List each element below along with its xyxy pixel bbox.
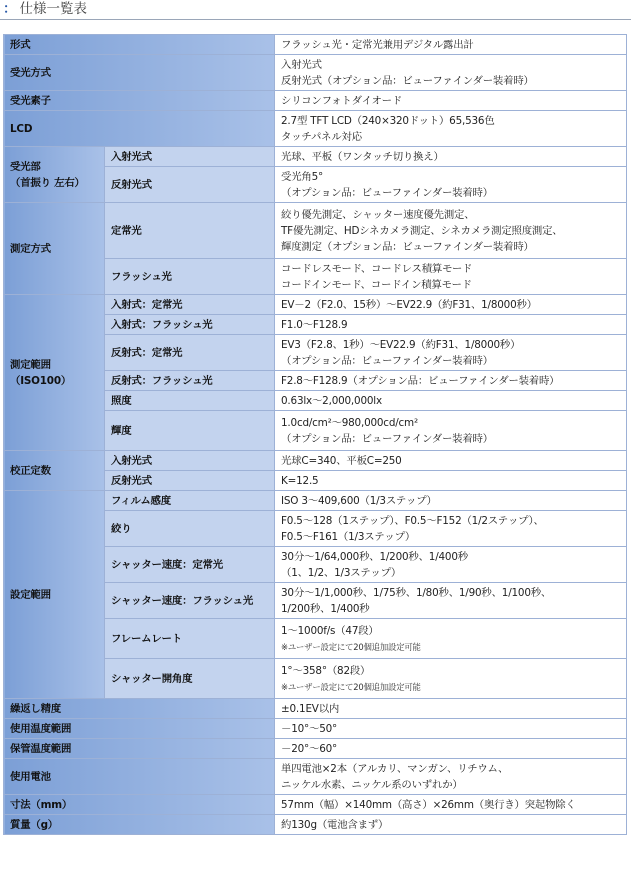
sub-label: 入射光式 [105, 451, 275, 471]
row-label: 寸法（mm） [4, 795, 275, 815]
row-value: K=12.5 [275, 471, 627, 491]
value-line: 30分～1/1,000秒、1/75秒、1/80秒、1/90秒、1/100秒、 [281, 586, 552, 599]
table-row [4, 739, 627, 759]
group-label [4, 295, 105, 451]
value-line: ニッケル水素、ニッケル系のいずれか） [281, 778, 463, 791]
row-value [275, 203, 627, 259]
table-row [4, 295, 627, 315]
group-label-line: 測定範囲 [10, 358, 51, 371]
value-line: タッチパネル対応 [281, 130, 362, 143]
table-row [4, 111, 627, 147]
group-label: 設定範囲 [4, 491, 105, 699]
group-label: 校正定数 [4, 451, 105, 491]
table-row [4, 491, 627, 511]
value-line: コードインモード、コードイン積算モード [281, 278, 472, 291]
row-value [275, 111, 627, 147]
section-title-marker: ： [3, 1, 17, 16]
table-row [4, 759, 627, 795]
value-line: 30分～1/64,000秒、1/200秒、1/400秒 [281, 550, 468, 563]
row-label: 受光方式 [4, 55, 275, 91]
value-line: 受光角5° [281, 170, 323, 183]
row-value [275, 511, 627, 547]
table-row [4, 35, 627, 55]
row-label: 受光素子 [4, 91, 275, 111]
value-line: TF優先測定、HDシネカメラ測定、シネカメラ測定照度測定、 [281, 224, 563, 237]
row-value [275, 259, 627, 295]
row-label: 繰返し精度 [4, 699, 275, 719]
value-line: 入射光式 [281, 58, 322, 71]
group-label [4, 147, 105, 203]
table-row [4, 719, 627, 739]
row-label: 使用温度範囲 [4, 719, 275, 739]
row-label: 使用電池 [4, 759, 275, 795]
value-line: （オプション品：ビューファインダー装着時） [281, 432, 493, 445]
sub-label: 入射式：フラッシュ光 [105, 315, 275, 335]
row-value: EV－2（F2.0、15秒）～EV22.9（約F31、1/8000秒） [275, 295, 627, 315]
table-row [4, 203, 627, 259]
value-line: （オプション品：ビューファインダー装着時） [281, 186, 493, 199]
row-value [275, 759, 627, 795]
row-value [275, 55, 627, 91]
value-line: F0.5～128（1ステップ）、F0.5～F152（1/2ステップ）、 [281, 514, 544, 527]
sub-label: 反射光式 [105, 167, 275, 203]
sub-label: 入射式：定常光 [105, 295, 275, 315]
sub-label: 反射式：フラッシュ光 [105, 371, 275, 391]
row-value: 光球、平板（ワンタッチ切り換え） [275, 147, 627, 167]
value-line: 2.7型 TFT LCD（240×320ドット）65,536色 [281, 114, 495, 127]
row-value: －10°～50° [275, 719, 627, 739]
row-value [275, 167, 627, 203]
group-label-line: 受光部 [10, 160, 41, 173]
row-value: 光球C=340、平板C=250 [275, 451, 627, 471]
sub-label: 入射光式 [105, 147, 275, 167]
value-line: 絞り優先測定、シャッター速度優先測定、 [281, 208, 475, 221]
row-value [275, 547, 627, 583]
table-row [4, 795, 627, 815]
value-line: EV3（F2.8、1秒）～EV22.9（約F31、1/8000秒） [281, 338, 521, 351]
sub-label: シャッター速度：フラッシュ光 [105, 583, 275, 619]
row-label: 保管温度範囲 [4, 739, 275, 759]
value-line: （1、1/2、1/3ステップ） [281, 566, 402, 579]
row-value: 約130g（電池含まず） [275, 815, 627, 835]
sub-label: フレームレート [105, 619, 275, 659]
sub-label: シャッター速度：定常光 [105, 547, 275, 583]
value-line: コードレスモード、コードレス積算モード [281, 262, 473, 275]
row-value: 0.63lx～2,000,000lx [275, 391, 627, 411]
value-line: 1/200秒、1/400秒 [281, 602, 370, 615]
row-value: ISO 3～409,600（1/3ステップ） [275, 491, 627, 511]
section-title-rule [0, 19, 631, 20]
value-line: 1～1000f/s（47段） [281, 624, 379, 637]
group-label: 測定方式 [4, 203, 105, 295]
row-value [275, 335, 627, 371]
spec-table [3, 34, 627, 835]
table-row [4, 815, 627, 835]
value-line: 単四電池×2本（アルカリ、マンガン、リチウム、 [281, 762, 509, 775]
value-line: （オプション品：ビューファインダー装着時） [281, 354, 493, 367]
row-value: F1.0～F128.9 [275, 315, 627, 335]
group-label-line: （首振り 左右） [10, 176, 85, 189]
row-value: 57mm（幅）×140mm（高さ）×26mm（奥行き）突起物除く [275, 795, 627, 815]
row-value: フラッシュ光・定常光兼用デジタル露出計 [275, 35, 627, 55]
sub-label: 輝度 [105, 411, 275, 451]
row-value: －20°～60° [275, 739, 627, 759]
row-value [275, 659, 627, 699]
sub-label: 定常光 [105, 203, 275, 259]
row-label: 質量（g） [4, 815, 275, 835]
value-line: 反射光式（オプション品：ビューファインダー装着時） [281, 74, 534, 87]
table-row [4, 147, 627, 167]
value-note: ※ユーザー設定にて20個追加設定可能 [281, 641, 421, 652]
sub-label: 絞り [105, 511, 275, 547]
sub-label: シャッター開角度 [105, 659, 275, 699]
row-value: シリコンフォトダイオード [275, 91, 627, 111]
row-value: F2.8～F128.9（オプション品：ビューファインダー装着時） [275, 371, 627, 391]
value-note: ※ユーザー設定にて20個追加設定可能 [281, 681, 421, 692]
sub-label: フラッシュ光 [105, 259, 275, 295]
group-label-line: （ISO100） [10, 374, 72, 387]
sub-label: 反射光式 [105, 471, 275, 491]
sub-label: 照度 [105, 391, 275, 411]
value-line: 1.0cd/cm²～980,000cd/cm² [281, 416, 418, 429]
table-row [4, 699, 627, 719]
table-row [4, 55, 627, 91]
section-title-text: 仕様一覧表 [19, 1, 87, 16]
row-value [275, 619, 627, 659]
row-label: 形式 [4, 35, 275, 55]
value-line: 輝度測定（オプション品：ビューファインダー装着時） [281, 240, 534, 253]
row-label: LCD [4, 111, 275, 147]
sub-label: 反射式：定常光 [105, 335, 275, 371]
row-value [275, 583, 627, 619]
sub-label: フィルム感度 [105, 491, 275, 511]
row-value: ±0.1EV以内 [275, 699, 627, 719]
table-row [4, 451, 627, 471]
row-value [275, 411, 627, 451]
value-line: F0.5～F161（1/3ステップ） [281, 530, 416, 543]
value-line: 1°～358°（82段） [281, 664, 371, 677]
table-row [4, 91, 627, 111]
